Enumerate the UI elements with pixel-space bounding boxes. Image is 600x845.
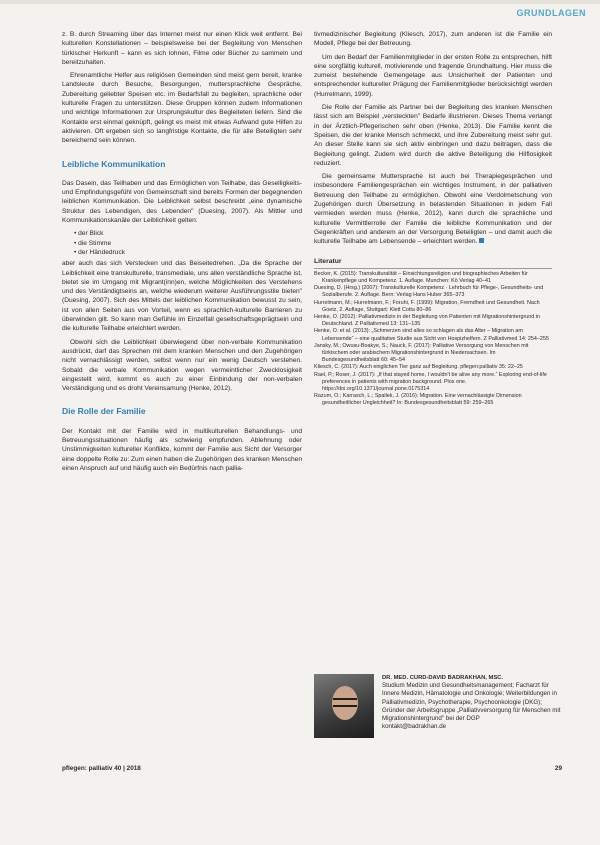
author-name: DR. MED. CURD-DAVID BADRAKHAN, MSC. [382,675,503,681]
list-item: • der Händedruck [74,248,302,257]
author-box [314,674,564,744]
literature-item: Kliesch, C. (2017): Auch einglichen Tier ganz auf Begleitung. pflegen:palliativ 35: 22–25 [314,364,523,371]
heading-leibliche-kommunikation: Leibliche Kommunikation [62,158,166,169]
intro-paragraph-1: z. B. durch Streaming über das Internet meist nur einen Klick weit entfernt. Bei kulturellen Konstellationen – beispielsweise bei der Begleitung von Menschen türkischer Herkunft – kann es sich lohnen, Filme oder Bücher zu sammeln und bereitzuhalten. [62,31,302,66]
literature-item: Razum, O.; Karrasch, L.; Spallek, J. (2016): Migration. Eine vernachlässigte Dimension gesundheitlicher Ungleichheit? In: Bundesgesundheitsblatt 59: 259–265 [314,393,522,407]
literature-title: Literatur [314,257,342,265]
literature-item: Rael, P.; Roser, J. (2017): „If that stayed home, I wouldn't be alive any more.“ Exploring end-of-life preferences in patients with migration background. Plos one. https://doi.org/10.1371/journal.pone.0175314 [314,371,547,393]
literature-item: Hurrelmann, M.; Hurrelmann, F.; Foruhi, F. (1999): Migration, Fremdheit und Gesundheit. Nach Goetz, 2. Auflage, Stuttgart: Klett Cotta 80–86 [314,299,540,313]
leiblich-paragraph-1: Das Dasein, das Teilhaben und das Ermöglichen von Teilhabe, das Geselligkeits- und Empfindungsgefühl von Gemeinschaft sind bereits Formen der begegnenden leiblichen Kommunikation. Die Leiblichkeit selbst beschreibt „eine dynamische Struktur des Lebendigen, des Lebenden" (Duesing, 2007). Als Mittler und Kommunikationskanäle der Leiblichkeit gelten: [62,179,302,225]
end-mark-icon [479,238,484,243]
literature-item: Henke, O. et al. (2013): „Schmerzen sind alles so schlagen als das Alter – Migration am Lebensende“ – eine qualitative Studie aus Sicht von Hospizhelfern. Z Palliativmed 14: 254–255 [314,328,549,342]
leiblich-paragraph-3: Obwohl sich die Leiblichkeit überwiegend über non-verbale Kommunikation ausdrückt, darf das Sprechen mit dem kranken Menschen und den Zugehörigen nicht vernachlässigt werden, selbst wenn nur ein wenig Deutsch verstehen. Sobald die verbale Kommunikation wegen vermeintlicher Zwecklosigkeit eingestellt wird, kommt es auch zu einer Einbindung der non-verbalen Verständigung und es droht Vereinsamung (Henke, 2012). [62,338,302,393]
left-column [62,30,302,477]
list-item: • der Blick [74,229,302,238]
literature-item: Jansky, M.; Owusu-Boakye, S.; Nauck, F. (2017): Palliative Versorgung von Menschen mit türkischem oder arabischem Migrationshintergrund in Niedersachsen. Im Bundesgesundheitsblatt 60: 45–54 [314,342,529,364]
list-item: • die Stimme [74,239,302,248]
author-bio: Studium Medizin und Gesundheitsmanagement; Facharzt für Innere Medizin, Hämatologie und Onkologie; Weiterbildungen in Palliativmedizin, Psychotherapie, Psychoonkologie (DKG); Gründer der Arbeitsgruppe „Palliativversorgung für Menschen mit Migrationshintergrund" bei der DGP [382,682,561,723]
author-text [382,674,562,731]
literature-list [314,268,552,408]
page-number: 29 [554,765,562,772]
journal-name: pflegen: palliativ 40 | 2018 [62,765,141,772]
literature-item: Becker, K. (2015): Transkulturalität – Einsichtungsreligion und biographisches Arbeiten für Krankenpflege und Kompetenz. 1. Auflage. Munchen: Kö Verlag 40–41 [314,270,528,285]
right-paragraph-1: tivmedizinischer Begleitung (Kliesch, 2017), zum anderen ist die Familie ein Modell, Pflege bei der Betreuung. [314,31,552,48]
right-paragraph-4 [314,172,552,246]
right-paragraph-2: Um den Bedarf der Familienmitglieder in der ersten Rolle zu entsprechen, hilft eine sorgfältig kulturell, motivierende und fragende Grundhaltung. Hier muss die zumeist bestehende Gemengelage aus Unsicherheit der Patienten und entsprechender kultureller Prägung der Familienmitglieder berücksichtigt werden (Hurrelmann, 1999). [314,53,552,98]
right-paragraph-3: Die Rolle der Familie als Partner bei der Begleitung des kranken Menschen lässt sich am Beispiel „versteckten" Bedarfe illustrieren. Dieses Thema verlangt in der Ärztlich-Pflegerischen sehr oben (Henke, 2013). Die Familie kennt die Speisen, die der kranke Mensch schmeckt, und ihre Zubereitung meist sehr gut. An dieser Stelle kann sie sich aktiv einbringen und dazu beitragen, dass die Begleitung gelingt. Zudem wird durch die aktive Beteiligung die Hilflosigkeit reduziert. [314,104,552,167]
right-paragraph-4-text: Die gemeinsame Muttersprache ist auch bei Therapiegesprächen und insbesondere Familiengesprächen ein wichtiges Instrument, in der palliativen Betreuung den Teilhabe zu ermöglichen. Obwohl eine Verdolmetschung von Zugehörigen durch Übersetzung in belastenden Situationen in jedem Fall vermieden werden muss (Henke, 2012), kann durch die sprachliche und kulturelle Vermittlerrolle der Familie die leibliche Kommunikation und der Gegenkräften und anderem an der Versorgung Beteiligten – und damit auch die kulturelle Teilhabe am Lebensende – erleichtert werden. [314,173,552,246]
author-email[interactable]: kontakt@badrakhan.de [382,723,447,731]
author-photo [314,674,374,738]
familie-paragraph: Der Kontakt mit der Familie wird in multikulturellen Behandlungs- und Betreuungssituationen häufig als schwierig empfunden. Ablehnung oder Unstimmigkeiten kultureller Konflikte, kommt der Familie aus Sicht der Versorger eine doppelte Rolle zu: Zum einen haben die Zugehörigen des kranken Menschen einen Anspruch auf und häufig auch ein Bedürfnis nach pallia- [62,427,302,472]
section-label: GRUNDLAGEN [516,8,586,18]
right-column [314,30,552,408]
intro-paragraph-2: Ehrenamtliche Helfer aus religiösen Gemeinden sind meist gern bereit, kranke Landsleute durch Besuche, Besorgungen, muttersprachliche Gespräche, Zubereitung geliebter Speisen etc. im Bedarfsfall zu begleiten, sprachliche oder kulturelle Fragen zu unterstützen. Diese Gruppen können zudem Informationen und wichtige Informationen zur Ursprungskultur des Begleiteten liefern. Sind die Kontakte erst einmal geknüpft, gelingt es meist mit etwas Aufwand gute Hilfen zu aktivieren. Oft ergeben sich so langfristige Kontakte, die für alle Beteiligten sehr bereichernd sein können. [62,72,302,145]
literature-item: Duesing, D. (Hrsg.) (2007): Transkulturelle Kompetenz · Lehrbuch für Pflege-, Gesundheits- und Sozialberufe. 2. Auflage. Bern: Verlag Hans Huber 365–373 [314,285,544,299]
glasses-icon [333,698,357,707]
bullet-list [62,229,302,257]
heading-rolle-der-familie: Die Rolle der Familie [62,406,146,417]
literature-item: Henke, O. (2012): Palliativmedizin in der Begleitung von Patienten mit Migrationshintergrund in Deutschland. Z Palliativmed 13: 131–135 [314,314,540,328]
leiblich-paragraph-2: aber auch das sich Verstecken und das Beiseitedrehen. „Da die Sprache der Leiblichkeit eine transkulturelle, transmediale, uns allen verständliche Sprache ist, bietet sie im Umgang mit Migrant(inn)en, welche Möglichkeiten des Verstehens und des Verständigtseins an, welche wiederum weiterer Ausführungsstile bieten" (Duesing, 2007). Sich des Mittels der leiblichen Kommunikation bewusst zu sein, ist von allen Seiten aus von Vorteil, wenn es sprachlich-kulturelle Barrieren zu überwinden gilt. So kann man Gefühle im Einzelfall gesellschaftsgeprägtsein und die kulturelle Teilhabe erleichtert werden. [62,260,302,333]
header-rule [0,0,600,4]
